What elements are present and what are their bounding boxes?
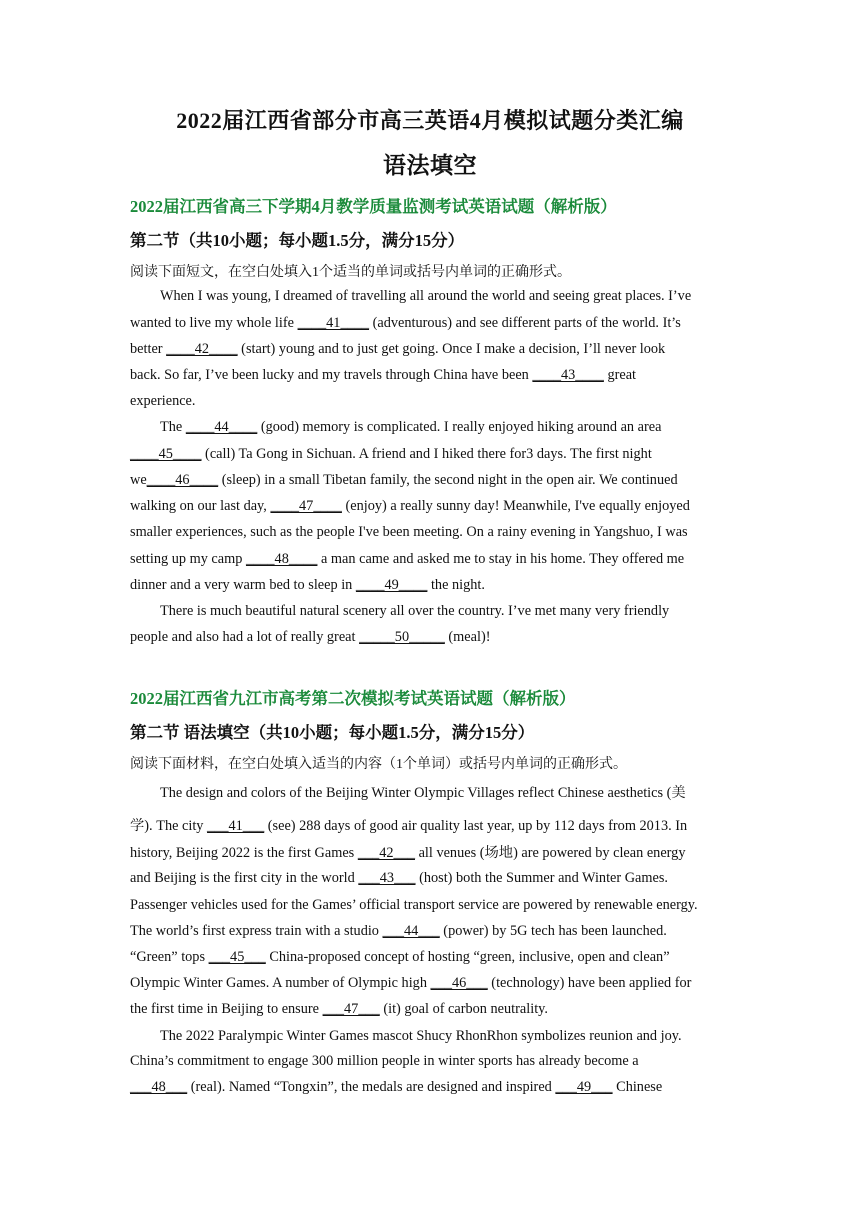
passage-text: (call) Ta Gong in Sichuan. A friend and I hiked there for3 days. The first night bbox=[201, 446, 652, 462]
passage-text: China-proposed concept of hosting “green, inclusive, open and clean” bbox=[265, 949, 670, 965]
passage-line bbox=[160, 288, 691, 305]
answer-blank: ____42____ bbox=[166, 341, 238, 357]
passage-line bbox=[130, 815, 687, 835]
passage-text: back. So far, I’ve been lucky and my travels through China have been bbox=[130, 367, 533, 383]
document-subtitle: 语法填空 bbox=[383, 153, 477, 178]
passage-line bbox=[130, 897, 698, 914]
passage-text: (see) 288 days of good air quality last year, up by 112 days from 2013. In bbox=[264, 818, 688, 834]
passage-text: (adventurous) and see different parts of the world. It’s bbox=[369, 315, 681, 331]
passage-line bbox=[130, 341, 665, 358]
passage-text: (sleep) in a small Tibetan family, the second night in the open air. We continued bbox=[218, 472, 678, 488]
answer-blank: ___42___ bbox=[357, 845, 415, 861]
answer-blank: ____43____ bbox=[532, 367, 604, 383]
answer-blank: ____46____ bbox=[146, 472, 219, 488]
passage-text: great bbox=[603, 367, 637, 383]
answer-blank: ___47___ bbox=[322, 1001, 380, 1017]
answer-blank: ___46___ bbox=[430, 975, 488, 991]
passage-text: walking on our last day, bbox=[130, 498, 271, 514]
section-instruction: 阅读下面短文，在空白处填入1个适当的单词或括号内单词的正确形式。 bbox=[130, 265, 571, 280]
passage-text: better bbox=[130, 341, 167, 357]
answer-blank: ____41____ bbox=[297, 315, 370, 331]
passage-text: dinner and a very warm bed to sleep in bbox=[130, 577, 356, 593]
passage-text: the first time in Beijing to ensure bbox=[130, 1001, 323, 1017]
passage-line bbox=[130, 472, 678, 489]
answer-blank: ___45___ bbox=[208, 949, 266, 965]
passage-text: “Green” tops bbox=[130, 949, 209, 965]
passage-line bbox=[130, 949, 670, 966]
passage-text: wanted to live my whole life bbox=[130, 315, 298, 331]
answer-blank: ___41___ bbox=[207, 818, 265, 834]
answer-blank: ___49___ bbox=[555, 1079, 613, 1095]
passage-text: (technology) have been applied for bbox=[487, 975, 692, 991]
passage-line bbox=[130, 975, 691, 992]
passage-line bbox=[160, 419, 661, 436]
passage-text: (power) by 5G tech has been launched. bbox=[439, 923, 667, 939]
passage-text: Passenger vehicles used for the Games’ official transport service are powered by renewable energy. bbox=[130, 897, 698, 913]
document-title: 2022届江西省部分市高三英语4月模拟试题分类汇编 bbox=[176, 108, 684, 133]
passage-text: There is much beautiful natural scenery all over the country. I’ve met many very friendly bbox=[160, 603, 670, 619]
passage-text: all venues (场地) are powered by clean energy bbox=[415, 845, 686, 861]
passage-text: The bbox=[160, 419, 186, 435]
passage-line bbox=[130, 1079, 662, 1096]
passage-text: a man came and asked me to stay in his home. They offered me bbox=[317, 551, 685, 567]
passage-line bbox=[160, 1028, 682, 1045]
passage-line bbox=[130, 870, 668, 887]
answer-blank: _____50_____ bbox=[359, 629, 445, 645]
passage-text: (host) both the Summer and Winter Games. bbox=[415, 870, 669, 886]
passage-line bbox=[130, 629, 491, 646]
passage-line bbox=[130, 842, 685, 862]
passage-line bbox=[130, 315, 681, 332]
passage-text: China’s commitment to engage 300 million people in winter sports has already become a bbox=[130, 1053, 639, 1069]
answer-blank: ____48____ bbox=[245, 551, 318, 567]
section-heading: 2022届江西省九江市高考第二次模拟考试英语试题（解析版） bbox=[130, 689, 576, 708]
passage-line bbox=[130, 524, 688, 541]
passage-text: (good) memory is complicated. I really enjoyed hiking around an area bbox=[257, 419, 662, 435]
passage-line bbox=[130, 446, 652, 463]
passage-line bbox=[130, 1053, 639, 1070]
passage-text: (enjoy) a really sunny day! Meanwhile, I've equally enjoyed bbox=[341, 498, 690, 514]
answer-blank: ____47____ bbox=[270, 498, 342, 514]
passage-line bbox=[130, 367, 636, 384]
passage-line bbox=[130, 577, 485, 594]
passage-text: The 2022 Paralympic Winter Games mascot Shucy RhonRhon symbolizes reunion and joy. bbox=[160, 1028, 682, 1044]
passage-text: When I was young, I dreamed of travelling all around the world and seeing great places. I’ve bbox=[160, 288, 692, 304]
passage-text: the night. bbox=[427, 577, 485, 593]
passage-line bbox=[130, 551, 684, 568]
answer-blank: ___48___ bbox=[130, 1079, 188, 1095]
passage-text: setting up my camp bbox=[130, 551, 246, 567]
passage-text: and Beijing is the first city in the world bbox=[130, 870, 359, 886]
passage-text: people and also had a lot of really great bbox=[130, 629, 360, 645]
passage-text: (real). Named “Tongxin”, the medals are designed and inspired bbox=[187, 1079, 556, 1095]
section-heading: 2022届江西省高三下学期4月教学质量监测考试英语试题（解析版） bbox=[130, 197, 617, 216]
passage-text: Olympic Winter Games. A number of Olympic high bbox=[130, 975, 431, 991]
answer-blank: ____45____ bbox=[130, 446, 202, 462]
passage-text: experience. bbox=[130, 393, 196, 409]
passage-line bbox=[130, 498, 690, 515]
answer-blank: ___44___ bbox=[382, 923, 440, 939]
passage-line bbox=[130, 923, 667, 940]
passage-text: we bbox=[130, 472, 147, 488]
answer-blank: ____44____ bbox=[185, 419, 258, 435]
passage-text: history, Beijing 2022 is the first Games bbox=[130, 845, 358, 861]
passage-line bbox=[160, 603, 669, 620]
passage-text: The world’s first express train with a studio bbox=[130, 923, 383, 939]
section-part-title: 第二节 语法填空（共10小题；每小题1.5分，满分15分） bbox=[130, 723, 535, 742]
passage-text: (start) young and to just get going. Once I make a decision, I’ll never look bbox=[237, 341, 666, 357]
answer-blank: ____49____ bbox=[355, 577, 428, 593]
passage-text: smaller experiences, such as the people I've been meeting. On a rainy evening in Yangshuo, I was bbox=[130, 524, 688, 540]
passage-text: (meal)! bbox=[444, 629, 491, 645]
section-part-title: 第二节（共10小题；每小题1.5分，满分15分） bbox=[130, 231, 465, 250]
passage-line bbox=[130, 1001, 548, 1018]
passage-text: (it) goal of carbon neutrality. bbox=[379, 1001, 548, 1017]
answer-blank: ___43___ bbox=[358, 870, 416, 886]
passage-text: Chinese bbox=[612, 1079, 663, 1095]
passage-line bbox=[160, 782, 686, 802]
passage-text: The design and colors of the Beijing Winter Olympic Villages reflect Chinese aesthetics (美 bbox=[160, 785, 686, 801]
passage-line bbox=[130, 393, 195, 410]
passage-text: 学). The city bbox=[130, 818, 208, 834]
section-instruction: 阅读下面材料，在空白处填入适当的内容（1个单词）或括号内单词的正确形式。 bbox=[130, 757, 627, 772]
